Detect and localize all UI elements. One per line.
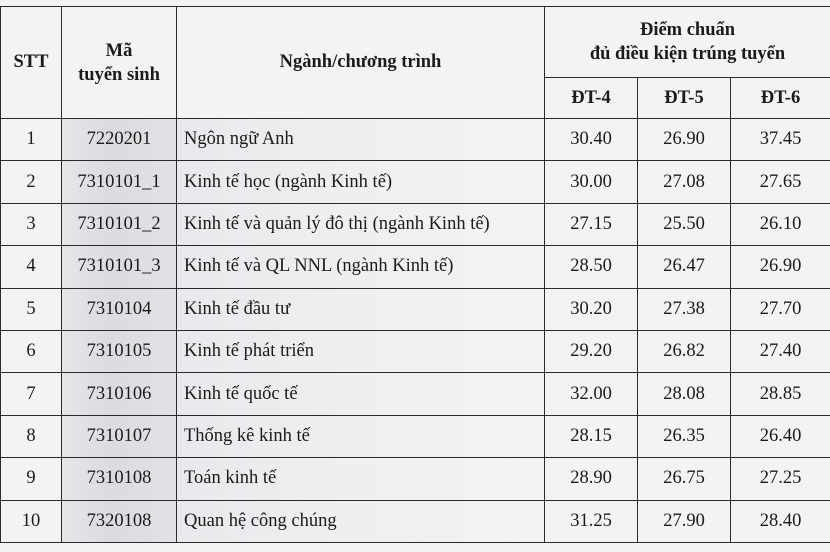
row-score-dt4: 28.15 [545,415,638,457]
cutoff-header-line1: Điểm chuẩn [639,20,736,40]
code-header-line2: tuyển sinh [78,64,160,85]
row-score-dt4: 28.50 [545,246,638,288]
table-row [1,288,830,330]
row-stt: 2 [1,161,62,203]
table-row [1,161,830,203]
row-score-dt6: 27.65 [731,161,830,203]
table-body [1,119,830,543]
row-code: 7310105 [62,330,177,372]
code-header [62,7,177,119]
row-code: 7310108 [62,458,177,500]
program-header: Ngành/chương trình [177,7,545,119]
row-score-dt4: 32.00 [545,373,638,415]
row-score-dt6: 27.25 [731,458,830,500]
row-score-dt5: 28.08 [638,373,731,415]
row-score-dt5: 26.82 [638,330,731,372]
row-code: 7220201 [62,119,177,161]
row-program: Quan hệ công chúng [177,500,545,542]
table-row [1,415,830,457]
code-header-line1: Mã [105,40,133,61]
row-score-dt5: 26.90 [638,119,731,161]
row-score-dt6: 28.40 [731,500,830,542]
row-code: 7310107 [62,415,177,457]
row-stt: 3 [1,203,62,245]
group-header-dt4: ĐT-4 [545,78,638,119]
row-score-dt5: 27.90 [638,500,731,542]
row-score-dt6: 28.85 [731,373,830,415]
row-code: 7310101_1 [62,161,177,203]
row-program: Thống kê kinh tế [177,415,545,457]
row-stt: 6 [1,330,62,372]
table-row [1,203,830,245]
group-header-dt5: ĐT-5 [638,78,731,119]
table-row [1,458,830,500]
row-score-dt4: 30.40 [545,119,638,161]
row-stt: 8 [1,415,62,457]
row-stt: 4 [1,246,62,288]
row-score-dt5: 26.75 [638,458,731,500]
row-program: Kinh tế và quản lý đô thị (ngành Kinh tế) [177,203,545,245]
row-stt: 7 [1,373,62,415]
row-score-dt4: 28.90 [545,458,638,500]
row-program: Kinh tế phát triển [177,330,545,372]
row-program: Ngôn ngữ Anh [177,119,545,161]
row-score-dt6: 26.40 [731,415,830,457]
row-score-dt6: 26.90 [731,246,830,288]
row-code: 7310101_2 [62,203,177,245]
row-program: Toán kinh tế [177,458,545,500]
row-code: 7310104 [62,288,177,330]
row-score-dt4: 30.00 [545,161,638,203]
row-score-dt5: 26.35 [638,415,731,457]
row-score-dt6: 26.10 [731,203,830,245]
row-score-dt4: 30.20 [545,288,638,330]
row-score-dt4: 27.15 [545,203,638,245]
row-code: 7310106 [62,373,177,415]
row-program: Kinh tế học (ngành Kinh tế) [177,161,545,203]
header-row [1,7,830,78]
row-stt: 5 [1,288,62,330]
row-code: 7310101_3 [62,246,177,288]
table-row [1,119,830,161]
stt-header: STT [1,7,62,119]
row-program: Kinh tế đầu tư [177,288,545,330]
row-score-dt6: 37.45 [731,119,830,161]
row-score-dt4: 31.25 [545,500,638,542]
row-score-dt5: 25.50 [638,203,731,245]
row-code: 7320108 [62,500,177,542]
row-program: Kinh tế quốc tế [177,373,545,415]
row-score-dt5: 26.47 [638,246,731,288]
row-score-dt6: 27.40 [731,330,830,372]
table-row [1,330,830,372]
row-score-dt6: 27.70 [731,288,830,330]
row-stt: 9 [1,458,62,500]
group-header-dt6: ĐT-6 [731,78,830,119]
row-score-dt4: 29.20 [545,330,638,372]
cutoff-score-table [0,6,830,543]
cutoff-header [545,7,830,78]
table-row [1,373,830,415]
table-row [1,246,830,288]
row-program: Kinh tế và QL NNL (ngành Kinh tế) [177,246,545,288]
row-score-dt5: 27.38 [638,288,731,330]
cutoff-header-line2: đủ điều kiện trúng tuyển [589,44,786,64]
row-stt: 10 [1,500,62,542]
table-row [1,500,830,542]
row-stt: 1 [1,119,62,161]
row-score-dt5: 27.08 [638,161,731,203]
